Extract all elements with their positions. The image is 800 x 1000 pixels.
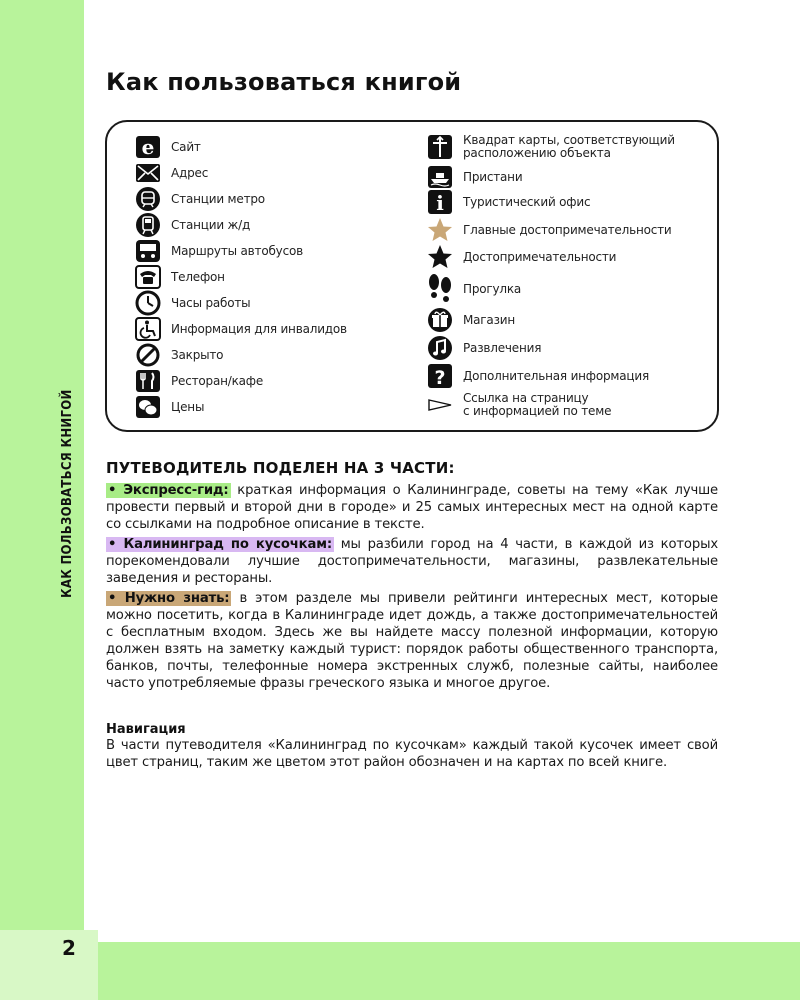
black-star-icon <box>425 244 455 270</box>
legend-item-hours: Часы работы <box>133 290 250 316</box>
closed-icon <box>133 342 163 368</box>
train-icon <box>133 212 163 238</box>
svg-text:?: ? <box>434 367 446 389</box>
part-need-to-know <box>106 590 718 692</box>
telephone-icon <box>133 264 163 290</box>
legend-item-shop: Магазин <box>425 307 515 333</box>
envelope-icon <box>133 160 163 186</box>
coins-icon <box>133 394 163 420</box>
footprints-icon <box>425 273 455 305</box>
info-icon <box>425 189 455 215</box>
shop-gift-icon <box>425 307 455 333</box>
legend-item-main-sights: Главные достопримечательности <box>425 217 672 243</box>
legend-item-site: e Сайт <box>133 134 201 160</box>
legend-item-page-link <box>425 392 611 418</box>
web-site-icon <box>133 134 163 160</box>
page-link-label-line2: с информацией по теме <box>463 404 612 418</box>
legend-item-prices: Цены <box>133 394 204 420</box>
pier-icon <box>425 164 455 190</box>
metro-icon <box>133 186 163 212</box>
page-link-label-line1: Ссылка на страницу <box>463 391 589 405</box>
legend-item-extra-info: ? Дополнительная информация <box>425 363 649 389</box>
page-number-box <box>0 930 98 1000</box>
map-grid-label-line2: расположению объекта <box>463 146 611 160</box>
part-express-guide-text: краткая информация о Калининграде, советы на тему «Как лучше провести первый и второй дни в городе» и 25 самых интересных мест на одной карте со ссылками на подробное описание в тексте. <box>106 483 719 532</box>
tag-express-guide: • Экспресс-гид: <box>108 483 229 498</box>
navigation-text: В части путеводителя «Калининград по кусочкам» каждый такой кусочек имеет свой цвет страниц, таким же цветом этот район обозначен и на картах по всей книге. <box>106 738 718 770</box>
map-grid-icon <box>425 134 455 160</box>
legend-item-bus: Маршруты автобусов <box>133 238 303 264</box>
map-grid-label-line1: Квадрат карты, соответствующий <box>463 133 675 147</box>
legend-item-sights: Достопримечательности <box>425 244 616 270</box>
part-city-pieces-text: мы разбили город на 4 части, в каждой из которых порекомендовали лучшие достопримечательности, магазины, развлекательные заведения и рестораны. <box>106 537 718 586</box>
legend-item-pier: Пристани <box>425 164 522 190</box>
navigation-title: Навигация <box>106 722 186 737</box>
bus-icon <box>133 238 163 264</box>
tag-need-to-know: • Нужно знать: <box>108 591 230 606</box>
part-express-guide <box>106 482 718 533</box>
section-heading: ПУТЕВОДИТЕЛЬ ПОДЕЛЕН НА 3 ЧАСТИ: <box>106 459 455 477</box>
legend-item-walk: Прогулка <box>425 273 521 305</box>
legend-item-phone: Телефон <box>133 264 225 290</box>
triangle-pointer-icon <box>425 392 455 418</box>
page-number: 2 <box>62 936 76 960</box>
wheelchair-icon <box>133 316 163 342</box>
svg-text:e: e <box>141 135 155 159</box>
legend-item-map-grid <box>425 134 675 160</box>
legend-item-tourist-office: i Туристический офис <box>425 189 590 215</box>
clock-icon <box>133 290 163 316</box>
legend-item-train: Станции ж/д <box>133 212 250 238</box>
part-need-to-know-text: в этом разделе мы привели рейтинги интересных мест, которые можно посетить, когда в Калининграде идет дождь, а также достопримечательностей с бесплатным входом. Здесь же вы найдете массу полезной информации, которую должен взять на заметку каждый турист: порядок работы общественного транспорта, банков, почты, телефонные номера экстренных служб, полезные сайты, наиболее часто употребляемые фразы греческого языка и многое другое. <box>106 591 718 691</box>
legend-item-closed: Закрыто <box>133 342 223 368</box>
legend-item-entertainment: Развлечения <box>425 335 541 361</box>
part-city-pieces <box>106 536 718 587</box>
side-label-text: КАК ПОЛЬЗОВАТЬСЯ КНИГОЙ <box>60 389 75 598</box>
bottom-color-band <box>84 942 800 1000</box>
page-title: Как пользоваться книгой <box>106 68 462 96</box>
legend-item-disabled-info: Информация для инвалидов <box>133 316 347 342</box>
question-icon <box>425 363 455 389</box>
legend-item-restaurant: Ресторан/кафе <box>133 368 263 394</box>
restaurant-icon <box>133 368 163 394</box>
tag-city-pieces: • Калининград по кусочкам: <box>108 537 332 552</box>
legend-item-metro: Станции метро <box>133 186 265 212</box>
gold-star-icon <box>425 217 455 243</box>
legend-item-address: Адрес <box>133 160 208 186</box>
music-note-icon <box>425 335 455 361</box>
svg-text:i: i <box>436 191 444 215</box>
legend-box <box>105 120 719 432</box>
